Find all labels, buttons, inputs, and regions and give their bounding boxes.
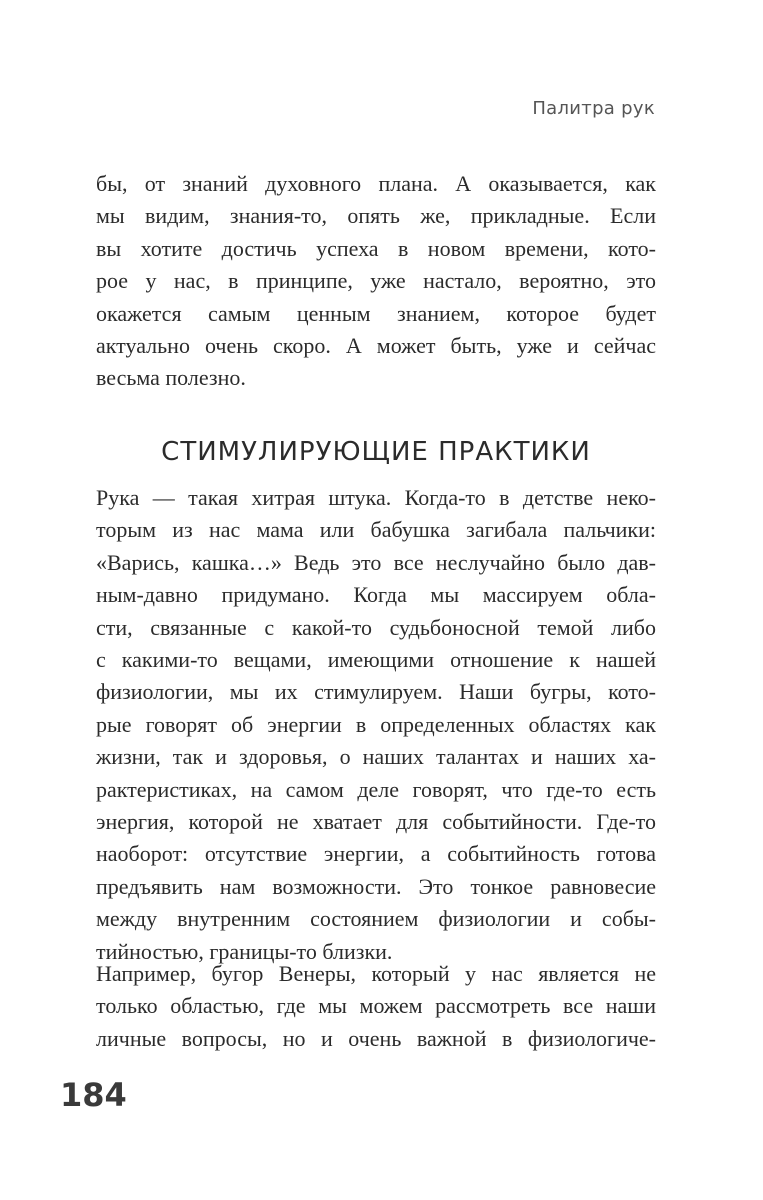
text-line: предъявить нам возможности. Это тонкое равновесие xyxy=(96,873,656,899)
text-line: наоборот: отсутствие энергии, а событийность готова xyxy=(96,841,656,867)
text-line: рактеристиках, на самом деле говорят, что где-то есть xyxy=(96,776,656,802)
text-line: «Варись, кашка…» Ведь это все неслучайно было дав- xyxy=(96,549,656,575)
text-line: актуально очень скоро. А может быть, уже и сейчас xyxy=(96,333,656,359)
page-number: 184 xyxy=(60,1076,127,1114)
text-line: окажется самым ценным знанием, которое будет xyxy=(96,300,656,326)
text-line: мы видим, знания-то, опять же, прикладные. Если xyxy=(96,203,656,229)
text-line: весьма полезно. xyxy=(96,365,246,391)
text-line: торым из нас мама или бабушка загибала пальчики: xyxy=(96,517,656,543)
text-line: рое у нас, в принципе, уже настало, вероятно, это xyxy=(96,268,656,294)
text-line: между внутренним состоянием физиологии и собы- xyxy=(96,906,656,932)
paragraph-1 xyxy=(96,168,656,395)
text-line: Например, бугор Венеры, который у нас является не xyxy=(96,961,656,986)
text-line: с какими-то вещами, имеющими отношение к нашей xyxy=(96,647,656,673)
text-line: рые говорят об энергии в определенных областях как xyxy=(96,711,656,737)
paragraph-2 xyxy=(96,482,656,968)
text-line: физиологии, мы их стимулируем. Наши бугры, кото- xyxy=(96,679,656,705)
text-line: личные вопросы, но и очень важной в физиологиче- xyxy=(96,1025,656,1051)
paragraph-3 xyxy=(96,958,656,1055)
text-line: бы, от знаний духовного плана. А оказывается, как xyxy=(96,171,656,196)
text-line: Рука — такая хитрая штука. Когда-то в детстве неко- xyxy=(96,485,656,510)
running-head: Палитра рук xyxy=(532,98,655,119)
text-line: жизни, так и здоровья, о наших талантах и наших ха- xyxy=(96,744,656,770)
section-heading: СТИМУЛИРУЮЩИЕ ПРАКТИКИ xyxy=(161,437,591,467)
text-line: вы хотите достичь успеха в новом времени, кото- xyxy=(96,235,656,261)
text-line: сти, связанные с какой-то судьбоносной темой либо xyxy=(96,614,656,640)
text-line: ным-давно придумано. Когда мы массируем обла- xyxy=(96,582,656,608)
text-line: только областью, где мы можем рассмотреть все наши xyxy=(96,993,656,1019)
text-line: тийностью, границы-то близки. xyxy=(96,938,393,964)
text-line: энергия, которой не хватает для событийности. Где-то xyxy=(96,809,656,835)
